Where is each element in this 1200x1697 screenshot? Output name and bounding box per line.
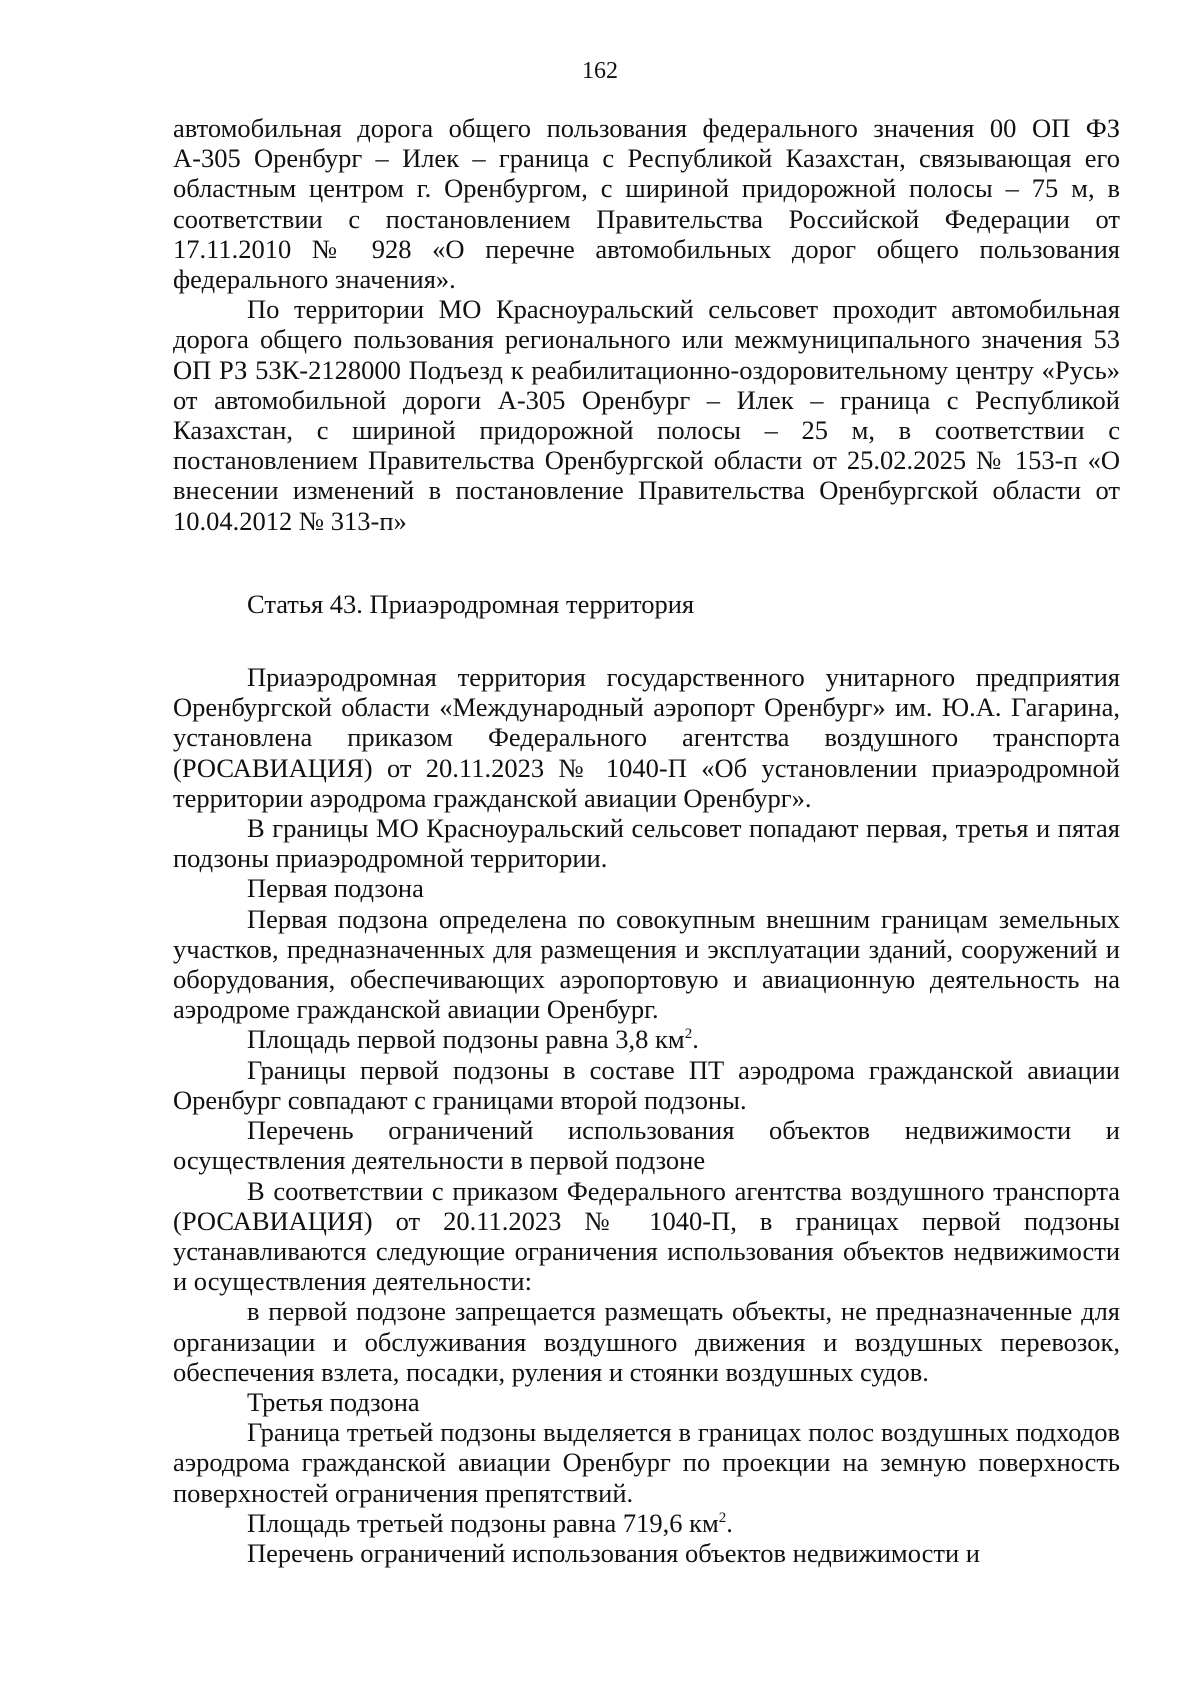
page-number: 162 <box>582 58 618 84</box>
subzone-3-area <box>173 1508 1120 1538</box>
subzone-1-prohibition: в первой подзоне запрещается размещать объекты, не предназначенные для организации и обслуживания воздушного движения и воздушных перевозок, обеспечения взлета, посадки, руления и стоянки воздушных судов. <box>173 1296 1120 1387</box>
subzone-3-title: Третья подзона <box>247 1386 420 1417</box>
subzone-1-title: Первая подзона <box>247 873 424 904</box>
paragraph-subzones: В границы МО Красноуральский сельсовет попадают первая, третья и пятая подзоны приаэродромной территории. <box>173 813 1120 874</box>
document-body <box>173 113 1120 1568</box>
subzone-1-borders: Границы первой подзоны в составе ПТ аэродрома гражданской авиации Оренбург совпадают с границами второй подзоны. <box>173 1054 1120 1115</box>
paragraph-regional-road: По территории МО Красноуральский сельсовет проходит автомобильная дорога общего пользования регионального или межмуниципального значения 53 ОП РЗ 53К-2128000 Подъезд к реабилитационно-оздоровительному центру «Русь» от автомобильной дороги А-305 Оренбург – Илек – граница с Республикой Казахстан, с шириной придорожной полосы – 25 м, в соответствии с постановлением Правительства Оренбургской области от 25.02.2025 № 153-п «О внесении изменений в постановление Правительства Оренбургской области от 10.04.2012 № 313-п» <box>173 294 1120 536</box>
paragraph-federal-road: автомобильная дорога общего пользования федерального значения 00 ОП ФЗ А-305 Оренбург – Илек – граница с Республикой Казахстан, связывающая его областным центром г. Оренбургом, с шириной придорожной полосы – 75 м, в соответствии с постановлением Правительства Российской Федерации от 17.11.2010 № 928 «О перечне автомобильных дорог общего пользования федерального значения». <box>173 113 1120 295</box>
subzone-1-definition: Первая подзона определена по совокупным внешним границам земельных участков, предназначенных для размещения и эксплуатации зданий, сооружений и оборудования, обеспечивающих аэропортовую и авиационную деятельность на аэродроме гражданской авиации Оренбург. <box>173 903 1120 1025</box>
subzone-1-area-sup: 2 <box>684 1026 693 1043</box>
subzone-1-order: В соответствии с приказом Федерального агентства воздушного транспорта (РОСАВИАЦИЯ) от 20.11.2023 № 1040-П, в границах первой подзоны устанавливаются следующие ограничения использования объектов недвижимости и осуществления деятельности: <box>173 1175 1120 1297</box>
subzone-3-area-end: . <box>726 1507 733 1538</box>
subzone-1-area <box>173 1024 1120 1054</box>
paragraph-airport-territory: Приаэродромная территория государственного унитарного предприятия Оренбургской области «Международный аэропорт Оренбург» им. Ю.А. Гагарина, установлена приказом Федерального агентства воздушного транспорта (РОСАВИАЦИЯ) от 20.11.2023 № 1040-П «Об установлении приаэродромной территории аэродрома гражданской авиации Оренбург». <box>173 662 1120 813</box>
subzone-3-area-sup: 2 <box>718 1509 727 1526</box>
subzone-1-area-text: Площадь первой подзоны равна 3,8 км <box>247 1024 685 1055</box>
subzone-1-area-end: . <box>692 1024 699 1055</box>
subzone-3-restrictions-title: Перечень ограничений использования объектов недвижимости и <box>247 1537 980 1568</box>
subzone-1-restrictions-title: Перечень ограничений использования объектов недвижимости и осуществления деятельности в первой подзоне <box>173 1115 1120 1176</box>
subzone-3-definition: Граница третьей подзоны выделяется в границах полос воздушных подходов аэродрома гражданской авиации Оренбург по проекции на земную поверхность поверхностей ограничения препятствий. <box>173 1417 1120 1508</box>
article-heading: Статья 43. Приаэродромная территория <box>247 588 695 619</box>
subzone-3-area-text: Площадь третьей подзоны равна 719,6 км <box>247 1507 719 1538</box>
